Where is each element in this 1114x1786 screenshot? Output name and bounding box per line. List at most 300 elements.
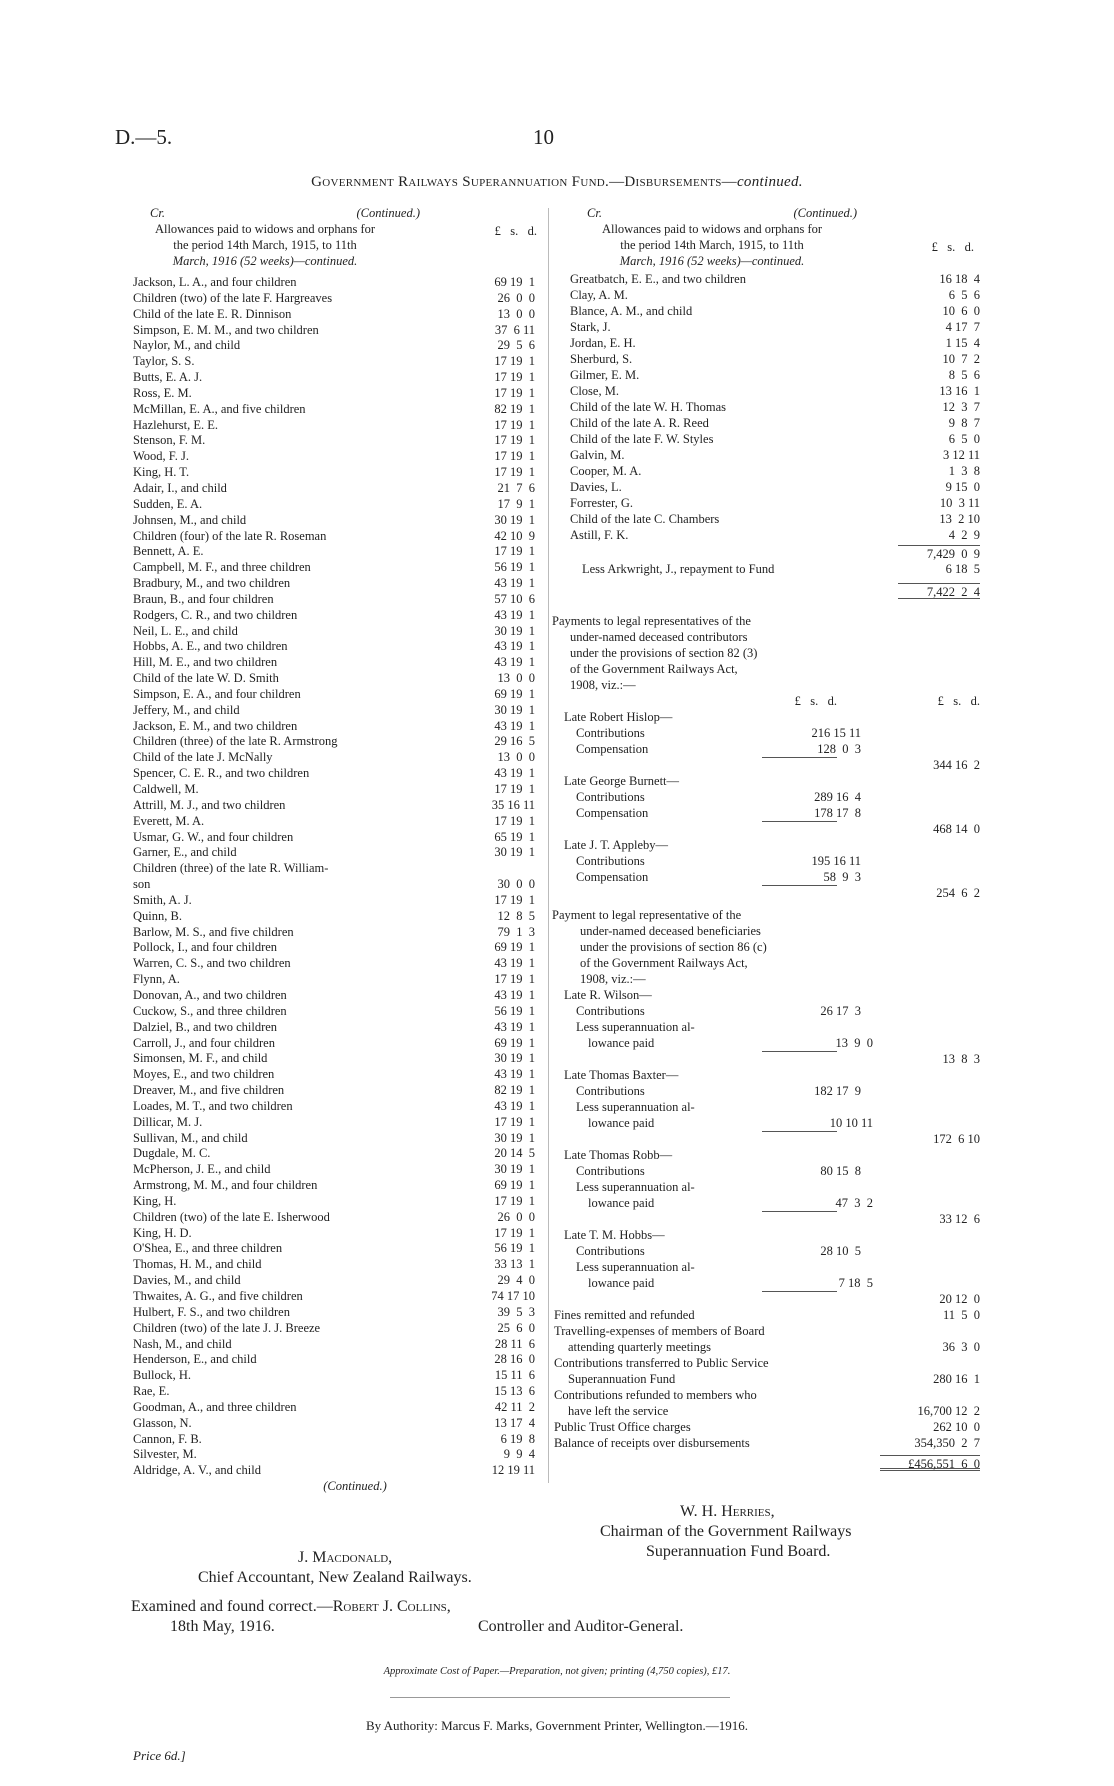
allowance-amount: 56 19 1 <box>494 1241 535 1256</box>
benef-allowance-amount: 47 3 2 <box>835 1196 873 1210</box>
allowance-amount: 82 19 1 <box>494 1083 535 1098</box>
benef-total <box>552 1211 980 1227</box>
legal-subtotal-rule <box>762 885 837 901</box>
other-label: Contributions refunded to members who <box>554 1388 757 1402</box>
allowance-row <box>115 1368 535 1384</box>
legal-late-name: Late J. T. Appleby— <box>564 838 669 852</box>
allowance-name: Clay, A. M. <box>570 288 628 302</box>
allowance-row <box>552 383 980 399</box>
allowance-row <box>115 592 535 608</box>
allowance-row <box>115 449 535 465</box>
allowance-name: Simpson, E. M. M., and two children <box>133 322 319 337</box>
allowance-amount: 17 9 1 <box>497 496 535 511</box>
allowance-row <box>115 1432 535 1448</box>
allowance-amount: 15 11 6 <box>494 1368 535 1383</box>
legal-contributions <box>552 853 980 869</box>
benef-allowance-amount: 7 18 5 <box>835 1276 873 1290</box>
allowance-row <box>115 877 535 893</box>
allowance-name: Stark, J. <box>570 320 611 334</box>
allowance-amount: 17 19 1 <box>494 370 535 385</box>
benef-rule <box>762 1291 837 1307</box>
allowance-name: Jeffery, M., and child <box>133 702 240 717</box>
allowance-name: Children (two) of the late E. Isherwood <box>133 1209 330 1224</box>
allowance-row <box>115 956 535 972</box>
benef-total-amount: 13 8 3 <box>942 1052 980 1066</box>
benef-contributions-amount: 80 15 8 <box>820 1164 861 1178</box>
allowance-name: Sudden, E. A. <box>133 496 203 511</box>
page-number: 10 <box>533 125 554 149</box>
legal-contributions <box>552 789 980 805</box>
allowance-amount: 13 2 10 <box>939 512 980 526</box>
allowance-row <box>115 1289 535 1305</box>
allowance-amount: 43 19 1 <box>494 1019 535 1034</box>
other-amount: 354,350 2 7 <box>914 1436 980 1450</box>
allowance-row <box>115 1051 535 1067</box>
other-line <box>552 1387 980 1403</box>
benef-allowance-amount: 13 9 0 <box>835 1036 873 1050</box>
benef-intro-line: of the Government Railways Act, <box>580 956 748 970</box>
allowance-amount: 30 19 1 <box>494 623 535 638</box>
allowance-name: Bennett, A. E. <box>133 544 204 559</box>
allowance-name: Child of the late W. D. Smith <box>133 671 279 686</box>
allowance-amount: 30 19 1 <box>494 1051 535 1066</box>
allowance-row <box>115 703 535 719</box>
benef-total <box>552 1291 980 1307</box>
legal-compensation-amount: 58 9 3 <box>820 870 861 884</box>
allowance-name: Everett, M. A. <box>133 813 205 828</box>
allowance-amount: 9 9 4 <box>500 1447 535 1462</box>
other-line <box>552 1355 980 1371</box>
allowance-amount: 17 19 1 <box>494 1193 535 1208</box>
other-line <box>552 1419 980 1435</box>
grand-total-amount: £456,551 6 0 <box>880 1455 980 1471</box>
allowance-row <box>115 655 535 671</box>
left-intro <box>115 221 415 269</box>
allowance-row <box>115 782 535 798</box>
allowance-row <box>115 1384 535 1400</box>
allowance-row <box>115 1337 535 1353</box>
allowance-amount: 42 10 9 <box>494 528 535 543</box>
spacer <box>552 821 762 837</box>
benef-entry-title <box>552 1067 980 1083</box>
allowance-amount: 69 19 1 <box>494 1178 535 1193</box>
allowance-amount: 30 19 1 <box>494 512 535 527</box>
allowance-amount: 74 17 10 <box>491 1289 535 1303</box>
allowance-amount: 12 8 5 <box>497 908 535 923</box>
benef-intro-line: under-named deceased beneficiaries <box>580 924 761 938</box>
benef-total-amount: 172 6 10 <box>933 1132 980 1146</box>
legal-late-name: Late George Burnett— <box>564 774 680 788</box>
other-label-cont: Superannuation Fund <box>568 1372 676 1386</box>
allowance-row <box>115 338 535 354</box>
legal-total-amount: 254 6 2 <box>936 886 980 900</box>
benef-late-name: Late T. M. Hobbs— <box>564 1228 665 1242</box>
legal-header-2: £ s. d. <box>937 694 980 708</box>
benef-total-amount: 33 12 6 <box>939 1212 980 1226</box>
benef-total <box>552 1131 980 1147</box>
allowance-row <box>115 830 535 846</box>
allowance-name: Child of the late C. Chambers <box>570 512 720 526</box>
allowance-amount: 56 19 1 <box>494 1003 535 1018</box>
allowance-name: Thomas, H. M., and child <box>133 1257 262 1272</box>
allowance-name: Davies, M., and child <box>133 1273 241 1288</box>
allowance-amount: 6 19 8 <box>497 1431 535 1446</box>
footer-rule <box>390 1697 730 1698</box>
legal-compensation <box>552 805 980 821</box>
other-line <box>552 1323 980 1339</box>
allowance-row <box>115 940 535 956</box>
spacer <box>552 1291 762 1307</box>
net-total-amount: 7,422 2 4 <box>898 583 980 599</box>
right-column <box>552 206 980 1471</box>
allowance-amount: 37 6 11 <box>494 322 535 337</box>
allowance-row <box>115 766 535 782</box>
allowance-name: Neil, L. E., and child <box>133 623 238 638</box>
allowance-row <box>115 925 535 941</box>
allowance-row <box>115 544 535 560</box>
spacer <box>552 1051 762 1067</box>
less-label: Less Arkwright, J., repayment to Fund <box>582 562 775 576</box>
spacer <box>552 757 762 773</box>
allowance-row <box>115 624 535 640</box>
allowance-amount: 9 8 7 <box>945 416 980 430</box>
allowance-row <box>552 479 980 495</box>
allowance-amount: 20 14 5 <box>494 1146 535 1161</box>
allowance-amount: 3 12 11 <box>939 448 980 462</box>
allowance-row <box>115 1463 535 1479</box>
legal-intro-line: Payments to legal representatives of the <box>552 614 751 628</box>
collins-name: Robert J. Collins, <box>332 1598 451 1615</box>
allowance-amount: 65 19 1 <box>494 829 535 844</box>
right-cr-header <box>552 206 857 221</box>
allowance-amount: 26 0 0 <box>497 290 535 305</box>
allowance-row <box>115 972 535 988</box>
allowance-amount: 17 19 1 <box>494 544 535 559</box>
right-intro-line: March, 1916 (52 weeks)—continued. <box>619 254 805 268</box>
benef-less <box>552 1019 980 1035</box>
other-amount: 262 10 0 <box>933 1420 980 1434</box>
allowance-row <box>115 1321 535 1337</box>
allowance-amount: 43 19 1 <box>494 607 535 622</box>
allowance-amount: 30 19 1 <box>494 845 535 860</box>
benef-less-label: Less superannuation al- <box>576 1100 695 1114</box>
allowance-name: Jackson, L. A., and four children <box>133 275 297 289</box>
benef-allowance <box>552 1035 980 1051</box>
right-intro <box>552 221 872 269</box>
allowance-amount: 33 13 1 <box>494 1257 535 1272</box>
benef-contributions <box>552 1083 980 1099</box>
spacer <box>552 885 762 901</box>
allowance-name: Nash, M., and child <box>133 1336 232 1351</box>
spacer <box>552 1131 762 1147</box>
beneficiaries-block <box>552 987 980 1307</box>
allowance-name: Butts, E. A. J. <box>133 370 203 385</box>
allowance-name: Usmar, G. W., and four children <box>133 829 294 844</box>
title-continued: continued. <box>736 174 803 190</box>
allowance-row <box>552 463 980 479</box>
allowance-amount: 43 19 1 <box>494 639 535 654</box>
right-money-header: £ s. d. <box>931 240 974 254</box>
legal-contributions <box>552 725 980 741</box>
legal-compensation-label: Compensation <box>576 806 649 820</box>
macdonald-title: Chief Accountant, New Zealand Railways. <box>198 1569 472 1586</box>
allowance-row <box>115 798 535 814</box>
less-row <box>552 561 980 577</box>
legal-intro-line: 1908, viz.:— <box>570 678 636 692</box>
legal-contributions-amount: 289 16 4 <box>814 790 861 804</box>
allowance-amount: 43 19 1 <box>494 576 535 591</box>
allowance-row <box>115 1210 535 1226</box>
legal-entry-title <box>552 773 980 789</box>
allowance-name: Astill, F. K. <box>570 528 629 542</box>
left-intro-line: March, 1916 (52 weeks)—continued. <box>172 254 358 268</box>
allowance-name: Moyes, E., and two children <box>133 1067 275 1082</box>
allowance-name: King, H. T. <box>133 465 190 480</box>
benef-intro-line: Payment to legal representative of the <box>552 908 742 922</box>
allowance-amount: 29 4 0 <box>497 1273 535 1288</box>
allowance-name: Cooper, M. A. <box>570 464 642 478</box>
allowance-amount: 6 5 6 <box>945 288 980 302</box>
allowance-amount: 26 0 0 <box>497 1209 535 1224</box>
allowance-amount: 17 19 1 <box>494 417 535 432</box>
allowance-row <box>115 893 535 909</box>
allowance-name: Simpson, E. A., and four children <box>133 686 301 701</box>
allowance-amount: 28 11 6 <box>494 1336 535 1351</box>
allowance-name: Jordan, E. H. <box>570 336 636 350</box>
allowance-row <box>115 1447 535 1463</box>
allowance-amount: 10 7 2 <box>942 352 980 366</box>
allowance-amount: 17 19 1 <box>494 892 535 907</box>
column-divider <box>548 208 549 1483</box>
benef-less <box>552 1179 980 1195</box>
allowance-name: Rodgers, C. R., and two children <box>133 607 298 622</box>
legal-compensation-amount: 128 0 3 <box>817 742 861 756</box>
allowance-row <box>115 1273 535 1289</box>
allowance-name: Johnsen, M., and child <box>133 512 247 527</box>
herries-title-1: Chairman of the Government Railways <box>600 1523 852 1540</box>
benef-contributions-label: Contributions <box>576 1164 645 1178</box>
benef-allowance-amount: 10 10 11 <box>829 1116 873 1130</box>
benef-late-name: Late R. Wilson— <box>564 988 652 1002</box>
herries-title-2: Superannuation Fund Board. <box>646 1543 831 1560</box>
other-label: Balance of receipts over disbursements <box>554 1436 750 1450</box>
allowance-name: Taylor, S. S. <box>133 354 195 369</box>
allowance-amount: 17 19 1 <box>494 449 535 464</box>
allowance-row <box>115 1020 535 1036</box>
other-line <box>552 1435 980 1451</box>
legal-intro-line: under-named deceased contributors <box>570 630 748 644</box>
allowance-name: Child of the late J. McNally <box>133 750 273 765</box>
subtotal-amount: 7,429 0 9 <box>898 545 980 561</box>
allowance-row <box>115 909 535 925</box>
other-line <box>552 1403 980 1419</box>
allowance-name: son <box>133 877 151 892</box>
benef-allowance-label: lowance paid <box>588 1276 655 1290</box>
allowance-name: Ross, E. M. <box>133 385 192 400</box>
allowance-amount: 30 19 1 <box>494 702 535 717</box>
legal-late-name: Late Robert Hislop— <box>564 710 673 724</box>
allowance-amount: 30 19 1 <box>494 1162 535 1177</box>
allowance-name: Stenson, F. M. <box>133 433 206 448</box>
allowance-name: Donovan, A., and two children <box>133 987 287 1002</box>
allowance-row <box>115 750 535 766</box>
net-total-row <box>552 583 980 599</box>
allowance-name: Hazlehurst, E. E. <box>133 417 219 432</box>
allowance-name: Children (four) of the late R. Roseman <box>133 528 327 543</box>
allowance-name: Pollock, I., and four children <box>133 940 278 955</box>
allowance-row <box>115 1036 535 1052</box>
allowance-amount: 79 1 3 <box>497 924 535 939</box>
allowance-name: Flynn, A. <box>133 972 180 987</box>
allowance-row <box>115 1099 535 1115</box>
legal-entry-title <box>552 837 980 853</box>
allowance-name: Dugdale, M. C. <box>133 1146 211 1161</box>
allowance-amount: 29 5 6 <box>497 338 535 353</box>
benef-allowance <box>552 1275 980 1291</box>
allowance-name: Sherburd, S. <box>570 352 633 366</box>
allowance-row <box>552 415 980 431</box>
benef-allowance <box>552 1115 980 1131</box>
legal-entry-title <box>552 709 980 725</box>
allowance-row <box>552 431 980 447</box>
allowance-name: Child of the late F. W. Styles <box>570 432 714 446</box>
benef-contributions <box>552 1003 980 1019</box>
allowance-amount: 17 19 1 <box>494 385 535 400</box>
other-amount: 36 3 0 <box>942 1340 980 1354</box>
legal-intro-line: of the Government Railways Act, <box>570 662 738 676</box>
allowance-name: Blance, A. M., and child <box>570 304 693 318</box>
allowance-name: Dillicar, M. J. <box>133 1114 203 1129</box>
allowance-amount: 13 0 0 <box>497 750 535 765</box>
macdonald-name: J. Macdonald, <box>298 1549 393 1566</box>
legal-money-header <box>552 693 980 709</box>
benef-late-name: Late Thomas Baxter— <box>564 1068 679 1082</box>
allowance-name: Silvester, M. <box>133 1447 197 1462</box>
benef-total-amount: 20 12 0 <box>939 1292 980 1306</box>
spacer <box>552 1211 762 1227</box>
allowance-amount: 43 19 1 <box>494 655 535 670</box>
benef-allowance <box>552 1195 980 1211</box>
legal-compensation-amount: 178 17 8 <box>814 806 861 820</box>
left-intro-line: the period 14th March, 1915, to 11th <box>173 238 357 252</box>
other-amount: 11 5 0 <box>942 1308 980 1322</box>
allowance-amount: 4 2 9 <box>945 528 980 542</box>
allowance-row <box>115 433 535 449</box>
allowance-name: O'Shea, E., and three children <box>133 1241 283 1256</box>
allowance-amount: 17 19 1 <box>494 1225 535 1240</box>
allowance-row <box>115 560 535 576</box>
right-cr-label: Cr. <box>587 206 602 220</box>
allowance-row <box>115 719 535 735</box>
price-note: Price 6d.] <box>133 1748 186 1763</box>
other-label: Public Trust Office charges <box>554 1420 691 1434</box>
allowance-row <box>115 481 535 497</box>
allowance-amount: 13 0 0 <box>497 306 535 321</box>
allowance-row <box>115 307 535 323</box>
allowance-row <box>115 1416 535 1432</box>
benef-less-label: Less superannuation al- <box>576 1020 695 1034</box>
allowance-row <box>552 367 980 383</box>
less-amount: 6 18 5 <box>945 562 980 576</box>
allowance-amount: 17 19 1 <box>494 433 535 448</box>
other-label-cont: attending quarterly meetings <box>568 1340 712 1354</box>
legal-total <box>552 821 980 837</box>
allowance-amount: 69 19 1 <box>494 1035 535 1050</box>
allowance-row <box>552 287 980 303</box>
allowance-name: Hulbert, F. S., and two children <box>133 1304 290 1319</box>
benef-less-label: Less superannuation al- <box>576 1180 695 1194</box>
allowance-name: Naylor, M., and child <box>133 338 241 353</box>
benef-total <box>552 1051 980 1067</box>
legal-compensation <box>552 869 980 885</box>
legal-contributions-amount: 216 15 11 <box>811 726 861 740</box>
allowance-name: Bradbury, M., and two children <box>133 576 291 591</box>
allowance-amount: 42 11 2 <box>494 1399 535 1414</box>
legal-total-amount: 344 16 2 <box>933 758 980 772</box>
allowance-name: Bullock, H. <box>133 1368 191 1383</box>
allowance-name: Hobbs, A. E., and two children <box>133 639 288 654</box>
allowance-name: Barlow, M. S., and five children <box>133 924 294 939</box>
allowance-name: Simonsen, M. F., and child <box>133 1051 268 1066</box>
allowance-row <box>552 351 980 367</box>
allowance-amount: 69 19 1 <box>494 686 535 701</box>
allowance-amount: 17 19 1 <box>494 972 535 987</box>
benef-allowance-label: lowance paid <box>588 1036 655 1050</box>
allowance-amount: 35 16 11 <box>491 797 535 812</box>
legal-intro <box>552 613 842 693</box>
allowance-amount: 39 5 3 <box>497 1304 535 1319</box>
spacer <box>552 693 762 709</box>
allowance-name: King, H. D. <box>133 1225 192 1240</box>
benef-contributions-amount: 182 17 9 <box>814 1084 861 1098</box>
benef-entry-title <box>552 1147 980 1163</box>
other-label-cont: have left the service <box>568 1404 669 1418</box>
legal-total <box>552 757 980 773</box>
allowance-amount: 10 6 0 <box>942 304 980 318</box>
allowance-name: Sullivan, M., and child <box>133 1130 248 1145</box>
allowance-row <box>552 303 980 319</box>
allowance-name: Glasson, N. <box>133 1415 192 1430</box>
benef-contributions-label: Contributions <box>576 1084 645 1098</box>
title-main: Government Railways Superannuation Fund.—Disbursements— <box>311 174 737 190</box>
benef-less <box>552 1259 980 1275</box>
legal-contributions-label: Contributions <box>576 854 645 868</box>
allowance-amount: 17 19 1 <box>494 465 535 480</box>
allowance-name: Forrester, G. <box>570 496 634 510</box>
right-continued-label: (Continued.) <box>793 206 857 220</box>
legal-compensation <box>552 741 980 757</box>
allowance-amount: 10 3 11 <box>939 496 980 510</box>
allowance-amount: 43 19 1 <box>494 956 535 971</box>
left-cr-label: Cr. <box>150 206 165 220</box>
allowance-name: Cuckow, S., and three children <box>133 1003 287 1018</box>
allowance-name: Gilmer, E. M. <box>570 368 640 382</box>
allowance-amount: 43 19 1 <box>494 1067 535 1082</box>
allowance-amount: 17 19 1 <box>494 1114 535 1129</box>
legal-intro-line: under the provisions of section 82 (3) <box>570 646 758 660</box>
allowance-row <box>115 845 535 861</box>
allowance-name: Child of the late E. R. Dinnison <box>133 306 292 321</box>
allowance-name: Galvin, M. <box>570 448 625 462</box>
benef-intro-line: 1908, viz.:— <box>580 972 646 986</box>
benef-contributions-amount: 26 17 3 <box>820 1004 861 1018</box>
allowance-row <box>115 370 535 386</box>
allowance-name: Jackson, E. M., and two children <box>133 718 298 733</box>
allowance-row <box>115 1352 535 1368</box>
allowance-row <box>552 447 980 463</box>
legal-representatives-block <box>552 693 980 901</box>
allowance-row <box>115 1162 535 1178</box>
